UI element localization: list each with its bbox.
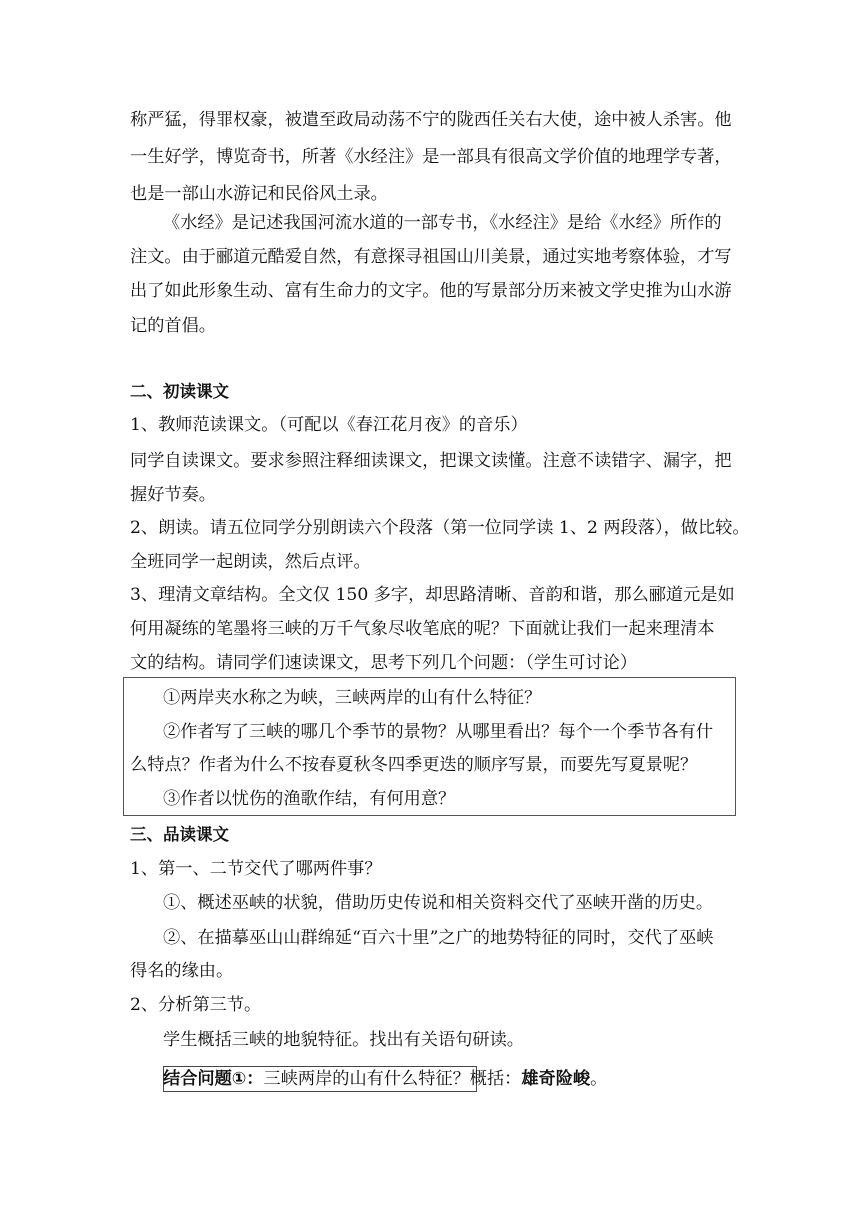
intro-line: 注文。由于郦道元酷爱自然，有意探寻祖国山川美景，通过实地考察体验，才写 — [130, 247, 732, 267]
body-line: 何用凝练的笔墨将三峡的万千气象尽收笔底的呢？下面就让我们一起来理清本 — [130, 619, 715, 639]
question-item: ②作者写了三峡的哪几个季节的景物？从哪里看出？每个一个季节各有什 — [163, 722, 714, 742]
body-line: 得名的缘由。 — [130, 961, 234, 981]
question-item: 么特点？作者为什么不按春夏秋冬四季更迭的顺序写景，而要先写夏景呢？ — [130, 755, 698, 775]
body-line: 学生概括三峡的地貌特征。找出有关语句研读。 — [163, 1030, 524, 1050]
question-item: ③作者以忧伤的渔歌作结，有何用意？ — [163, 789, 456, 809]
body-line: 文的结构。请同学们速读课文，思考下列几个问题：（学生可讨论） — [130, 653, 638, 673]
summary-value: 雄奇险峻 — [521, 1069, 591, 1089]
intro-line: 也是一部山水游记和民俗风土录。 — [130, 184, 388, 204]
summary-end: 。 — [590, 1069, 608, 1089]
section-heading: 二、初读课文 — [130, 382, 229, 401]
body-line: 2、朗读。请五位同学分别朗读六个段落（第一位同学读 1、2 两段落），做比较。 — [130, 518, 750, 538]
body-line: 1、教师范读课文。（可配以《春江花月夜》的音乐） — [130, 415, 528, 435]
combine-label: 结合问题①： — [163, 1069, 264, 1089]
section-heading: 三、品读课文 — [130, 825, 229, 844]
body-line: 同学自读课文。要求参照注释细读课文，把课文读懂。注意不读错字、漏字，把 — [130, 451, 732, 471]
summary-label: 概括： — [469, 1069, 522, 1089]
intro-line: 出了如此形象生动、富有生命力的文字。他的写景部分历来被文学史推为山水游 — [130, 281, 732, 301]
intro-line: 《水经》是记述我国河流水道的一部专书，《水经注》是给《水经》所作的 — [163, 213, 722, 233]
body-line: 2、分析第三节。 — [130, 995, 262, 1015]
body-line: 1、第一、二节交代了哪两件事？ — [130, 859, 382, 879]
body-line: 全班同学一起朗读，然后点评。 — [130, 552, 371, 572]
combine-question: 三峡两岸的山有什么特征？ — [263, 1069, 470, 1089]
intro-line: 一生好学，博览奇书，所著《水经注》是一部具有很高文学价值的地理学专著， — [130, 147, 732, 167]
body-line: 3、理清文章结构。全文仅 150 多字，却思路清晰、音韵和谐，那么郦道元是如 — [130, 585, 735, 605]
body-line: ②、在描摹巫山山群绵延“百六十里”之广的地势特征的同时，交代了巫峡 — [163, 928, 714, 948]
intro-line: 称严猛，得罪权豪，被遣至政局动荡不宁的陇西任关右大使，途中被人杀害。他 — [130, 110, 732, 130]
intro-line: 记的首倡。 — [130, 316, 216, 336]
combine-line — [163, 1067, 607, 1091]
question-item: ①两岸夹水称之为峡，三峡两岸的山有什么特征？ — [163, 688, 542, 708]
body-line: 握好节奏。 — [130, 485, 216, 505]
body-line: ①、概述巫峡的状貌，借助历史传说和相关资料交代了巫峡开凿的历史。 — [163, 893, 714, 913]
